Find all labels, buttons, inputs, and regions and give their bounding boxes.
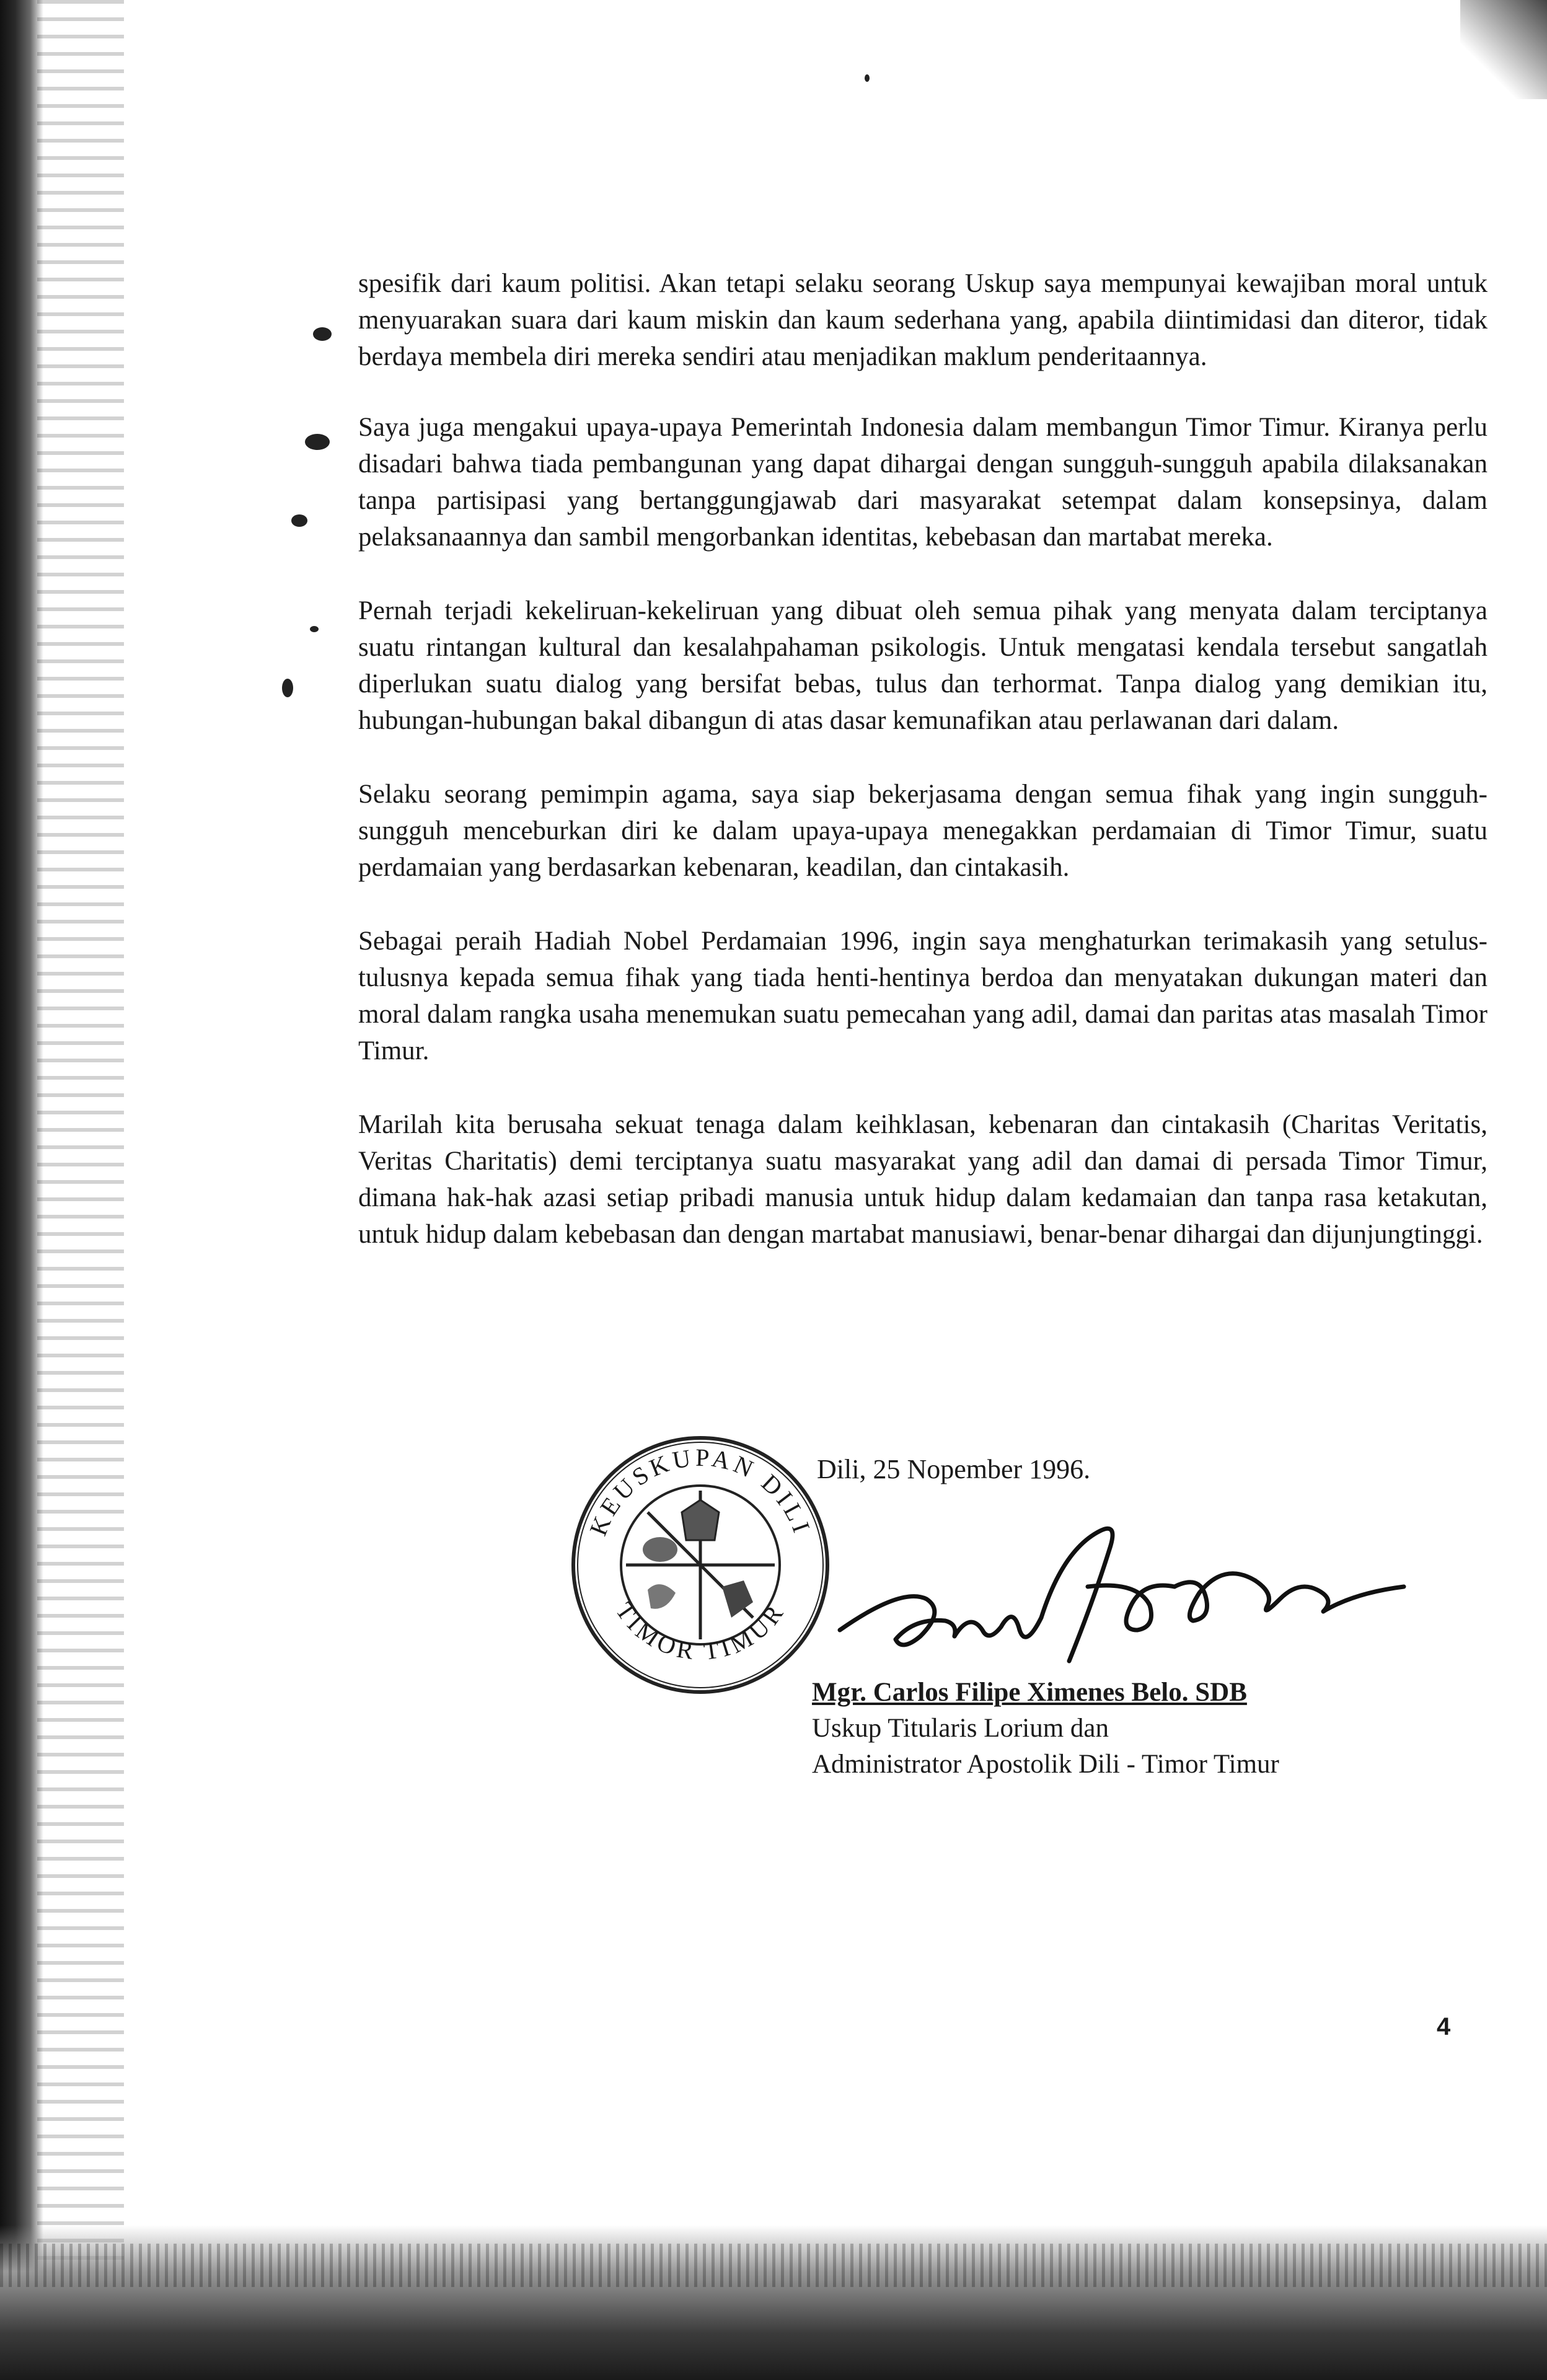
signatory-title-line1: Uskup Titularis Lorium dan [812, 1714, 1109, 1743]
paragraph-4: Selaku seorang pemimpin agama, saya siap bekerjasama dengan semua fihak yang ingin sungguh-sungguh menceburkan diri ke dalam upaya-upaya menegakkan perdamaian di Timor Timur, suatu perdamaian yang berdasarkan kebenaran, keadilan, dan cintakasih. [358, 780, 1488, 882]
paragraph-1: spesifik dari kaum politisi. Akan tetapi selaku seorang Uskup saya mempunyai kewajiban moral untuk menyuarakan suara dari kaum miskin dan kaum sederhana yang, apabila diintimidasi dan diteror, tidak berdaya membela diri mereka sendiri atau menjadikan maklum penderitaannya. [358, 269, 1488, 371]
signatory-name: Mgr. Carlos Filipe Ximenes Belo. SDB [812, 1678, 1247, 1707]
scan-speck [865, 74, 870, 82]
scan-speck [282, 679, 293, 697]
scan-speck [291, 514, 307, 527]
svg-text:KEUSKUPAN DILI: KEUSKUPAN DILI [584, 1443, 817, 1540]
diocese-seal [567, 1432, 834, 1698]
letter-date: Dili, 25 Nopember 1996. [817, 1454, 1091, 1484]
scan-speck [313, 327, 332, 341]
letter-body [358, 265, 1488, 1290]
scan-noise-left [37, 0, 124, 2380]
svg-text:TIMOR TIMUR: TIMOR TIMUR [610, 1597, 791, 1665]
signature [827, 1512, 1416, 1673]
paragraph-2: Saya juga mengakui upaya-upaya Pemerintah Indonesia dalam membangun Timor Timur. Kiranya perlu disadari bahwa tiada pembangunan yang dapat dihargai dengan sungguh-sungguh apabila dilaksanakan tanpa partisipasi yang bertanggungjawab dari masyarakat setempat dalam konsepsinya, dalam pelaksanaannya dan sambil mengorbankan identitas, kebebasan dan martabat mereka. [358, 413, 1488, 552]
paragraph-6: Marilah kita berusaha sekuat tenaga dalam keihklasan, kebenaran dan cintakasih (Charitas Veritatis, Veritas Charitatis) demi terciptanya suatu masyarakat yang adil dan damai di persada Timor Timur, dimana hak-hak azasi setiap pribadi manusia untuk hidup dalam kedamaian dan tanpa rasa ketakutan, untuk hidup dalam kebebasan dan dengan martabat manusiawi, benar-benar dihargai dan dijunjungtinggi. [358, 1110, 1488, 1249]
scan-speck [310, 626, 319, 632]
scan-speck [305, 434, 330, 450]
paragraph-5: Sebagai peraih Hadiah Nobel Perdamaian 1996, ingin saya menghaturkan terimakasih yang setulus-tulusnya kepada semua fihak yang tiada henti-hentinya berdoa dan menyatakan dukungan materi dan moral dalam rangka usaha menemukan suatu pemecahan yang adil, damai dan paritas atas masalah Timor Timur. [358, 927, 1488, 1065]
signatory-title-line2: Administrator Apostolik Dili - Timor Timur [812, 1750, 1279, 1779]
scan-noise-bottom [0, 2244, 1547, 2287]
signature-block [812, 1675, 1279, 1783]
paragraph-3: Pernah terjadi kekeliruan-kekeliruan yang dibuat oleh semua pihak yang menyata dalam terciptanya suatu rintangan kultural dan kesalahpahaman psikologis. Untuk mengatasi kendala tersebut sangatlah diperlukan suatu dialog yang bersifat bebas, tulus dan terhormat. Tanpa dialog yang demikian itu, hubungan-hubungan bakal dibangun di atas dasar kemunafikan atau perlawanan dari dalam. [358, 596, 1488, 735]
scan-shadow-corner [1460, 0, 1547, 99]
page-number: 4 [1437, 2013, 1451, 2040]
